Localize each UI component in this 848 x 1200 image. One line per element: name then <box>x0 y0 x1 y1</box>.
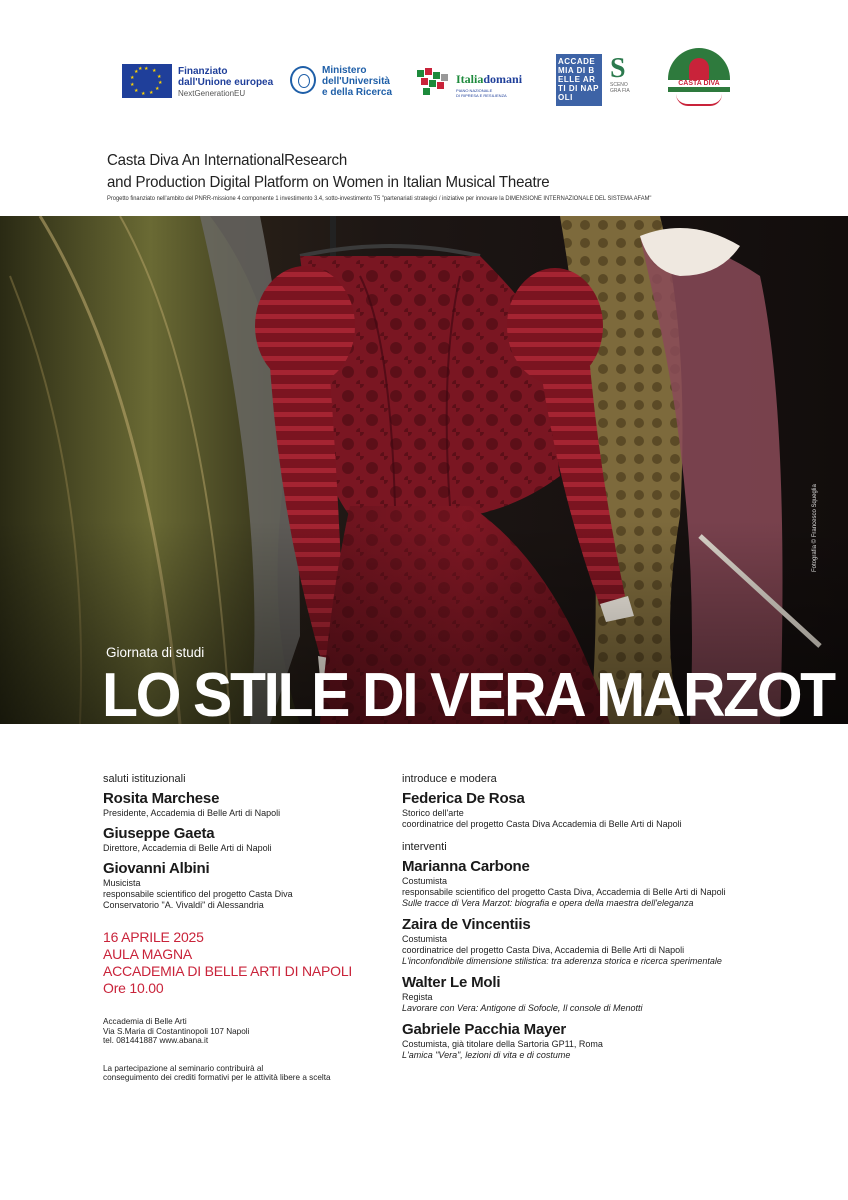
speaker-role: Regista <box>402 992 433 1002</box>
speaker-role: responsabile scientifico del progetto Casta Diva, Accademia di Belle Arti di Napoli <box>402 887 726 897</box>
talk-title: L'amica "Vera", lezioni di vita e di costume <box>402 1050 571 1060</box>
speaker-gabriele-pacchia-mayer <box>402 1020 802 1061</box>
speaker-name: Federica De Rosa <box>402 790 525 807</box>
italiadomani-subtitle: PIANO NAZIONALE DI RIPRESA E RESILIENZA <box>456 88 507 98</box>
speaker-role: Direttore, Accademia di Belle Arti di Napoli <box>103 843 272 853</box>
project-title-line-1: Casta Diva An InternationalResearch <box>107 152 348 169</box>
moderator-label: introduce e modera <box>402 773 497 785</box>
talks-label: interventi <box>402 841 447 853</box>
event-subtitle: Giornata di studi <box>106 645 205 660</box>
eu-flag-icon: ★ ★ ★ ★ ★ ★ ★ ★ ★ ★ ★ ★ <box>122 64 172 98</box>
event-institution: ACCADEMIA DI BELLE ARTI DI NAPOLI <box>103 963 353 979</box>
talk-title: Sulle tracce di Vera Marzot: biografia e opera della maestra dell'eleganza <box>402 898 694 908</box>
speaker-name: Zaira de Vincentiis <box>402 916 531 933</box>
greetings-label: saluti istituzionali <box>103 773 186 785</box>
speaker-zaira-de-vincentiis <box>402 915 802 967</box>
project-title-line-2: and Production Digital Platform on Women in Italian Musical Theatre <box>107 174 550 191</box>
speaker-role: Storico dell'arte <box>402 808 464 818</box>
speaker-name: Marianna Carbone <box>402 858 530 875</box>
event-venue: AULA MAGNA <box>103 946 193 962</box>
venue-address: Accademia di Belle Arti Via S.Maria di Costantinopoli 107 Napoli tel. 081441887 www.abana.it <box>103 1017 250 1045</box>
speaker-role: Costumista <box>402 876 448 886</box>
speaker-role: Presidente, Accademia di Belle Arti di Napoli <box>103 808 281 818</box>
speaker-role: responsabile scientifico del progetto Casta Diva <box>103 889 293 899</box>
speaker-giuseppe-gaeta <box>103 824 393 854</box>
italiadomani-mark-icon <box>413 66 453 98</box>
talk-title: L'inconfondibile dimensione stilistica: tra aderenza storica e ricerca sperimentale <box>402 956 722 966</box>
event-date: 16 APRILE 2025 <box>103 929 204 945</box>
speaker-walter-le-moli <box>402 973 802 1014</box>
speaker-role: Conservatorio "A. Vivaldi" di Alessandria <box>103 900 264 910</box>
right-column <box>402 772 802 1061</box>
moderator-federica-de-rosa <box>402 789 802 830</box>
speaker-name: Rosita Marchese <box>103 790 220 807</box>
event-time: Ore 10.00 <box>103 980 164 996</box>
speaker-role: coordinatrice del progetto Casta Diva Accademia di Belle Arti di Napoli <box>402 819 682 829</box>
project-funding-note: Progetto finanziato nell'ambito del PNRR-missione 4 componente 1 investimento 3.4, sotto-investimento T5 "partenariati strategici / iniziative per innovare la DIMENSIONE INTERNAZIONALE DEL SISTEMA AFAM" <box>107 195 652 202</box>
speaker-rosita-marchese <box>103 789 393 819</box>
speaker-marianna-carbone <box>402 857 802 909</box>
speaker-role: Costumista <box>402 934 448 944</box>
casta-diva-logo: CASTA DIVA <box>668 48 730 114</box>
speaker-name: Giovanni Albini <box>103 860 210 877</box>
left-column <box>103 772 393 1083</box>
speaker-name: Gabriele Pacchia Mayer <box>402 1021 567 1038</box>
speaker-role: coordinatrice del progetto Casta Diva, Accademia di Belle Arti di Napoli <box>402 945 685 955</box>
logo-strip <box>0 44 848 114</box>
ministry-seal-icon <box>290 66 316 94</box>
speaker-role: Costumista, già titolare della Sartoria GP11, Roma <box>402 1039 603 1049</box>
speaker-giovanni-albini <box>103 859 393 911</box>
eu-funding-text: Finanziato dall'Unione europea NextGenerationEU <box>178 66 274 98</box>
ministry-text: Ministero dell'Università e della Ricerca <box>322 65 393 98</box>
event-date-block <box>103 929 393 997</box>
project-heading <box>107 150 747 203</box>
scenografia-logo: S SCENO GRA FIA <box>610 53 630 94</box>
speaker-role: Musicista <box>103 878 141 888</box>
event-title: LO STILE DI VERA MARZOT <box>102 661 834 730</box>
photo-credit: Fotografia © Francesco Squeglia <box>812 484 818 572</box>
italiadomani-logo: Italiadomani <box>456 72 523 86</box>
credits-note: La partecipazione al seminario contribuirà al conseguimento dei crediti formativi per le attività libere a scelta <box>103 1063 331 1082</box>
speaker-name: Giuseppe Gaeta <box>103 825 215 842</box>
talk-title: Lavorare con Vera: Antigone di Sofocle, Il console di Menotti <box>402 1003 643 1013</box>
speaker-name: Walter Le Moli <box>402 974 501 991</box>
accademia-logo: ACCADEMIA DI BELLE ARTI DI NAPOLI <box>556 54 602 106</box>
